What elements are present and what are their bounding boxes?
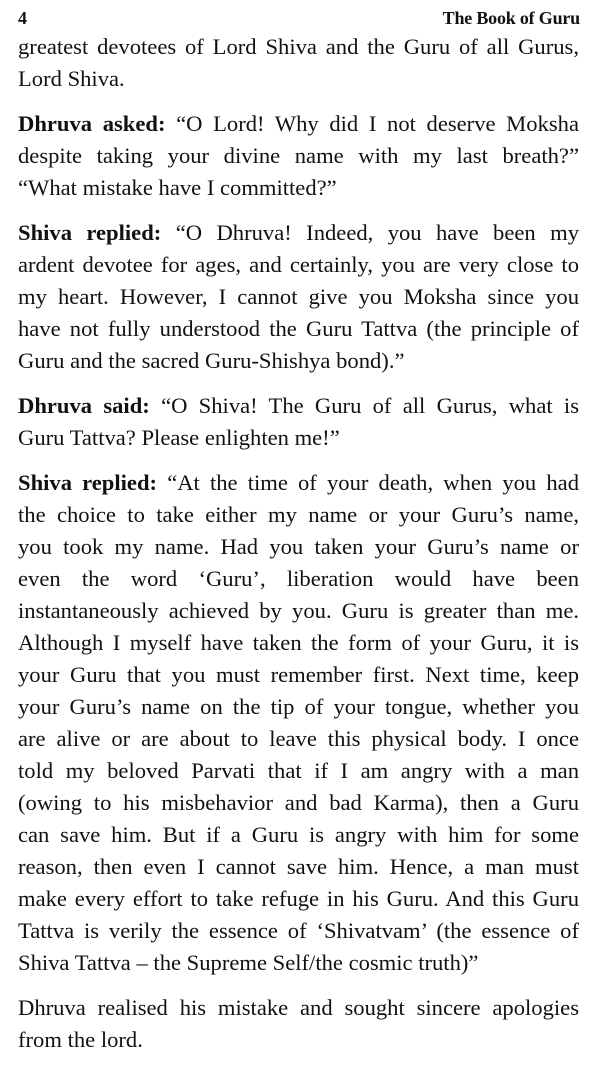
text-line [18,1024,579,1056]
text-line [18,563,579,595]
paragraph [18,31,579,95]
line-text: Shiva Tattva – the Supreme Self/the cosmic truth)” [18,950,479,975]
text-line [18,851,579,883]
line-text: instantaneously achieved by you. Guru is greater than me. [18,598,579,623]
paragraph [18,217,579,377]
text-line [18,313,579,345]
paragraph [18,467,579,979]
text-line [18,915,579,947]
line-text: Guru Tattva? Please enlighten me!” [18,425,340,450]
text-line [18,691,579,723]
line-text: Lord Shiva. [18,66,125,91]
line-text: greatest devotees of Lord Shiva and the Guru of all Gurus, [18,34,579,59]
text-line [18,172,579,204]
paragraph [18,390,579,454]
text-line [18,883,579,915]
page-body [18,31,579,1069]
text-line [18,723,579,755]
paragraph [18,992,579,1056]
text-line [18,390,579,422]
text-line [18,217,579,249]
text-line [18,281,579,313]
text-line [18,992,579,1024]
line-text: can save him. But if a Guru is angry with him for some [18,822,579,847]
text-line [18,140,579,172]
line-text: Dhruva realised his mistake and sought sincere apologies [18,995,579,1020]
text-line [18,627,579,659]
line-text: despite taking your divine name with my last breath?” [18,143,579,168]
line-text: (owing to his misbehavior and bad Karma), then a Guru [18,790,579,815]
line-text: ardent devotee for ages, and certainly, you are very close to [18,252,579,277]
line-text: “What mistake have I committed?” [18,175,337,200]
line-text: “O Shiva! The Guru of all Gurus, what is [149,393,579,418]
text-line [18,947,579,979]
line-text: the choice to take either my name or your Guru’s name, [18,502,579,527]
line-text: from the lord. [18,1027,143,1052]
text-line [18,249,579,281]
line-text: my heart. However, I cannot give you Moksha since you [18,284,579,309]
line-text: “At the time of your death, when you had [157,470,579,495]
text-line [18,63,579,95]
text-line [18,755,579,787]
line-text: make every effort to take refuge in his Guru. And this Guru [18,886,579,911]
line-text: even the word ‘Guru’, liberation would have been [18,566,579,591]
text-line [18,659,579,691]
line-text: your Guru that you must remember first. Next time, keep [18,662,579,687]
line-text: told my beloved Parvati that if I am angry with a man [18,758,579,783]
text-line [18,499,579,531]
line-text: are alive or are about to leave this physical body. I once [18,726,579,751]
page-header [18,8,580,32]
line-text: Tattva is verily the essence of ‘Shivatvam’ (the essence of [18,918,579,943]
text-line [18,787,579,819]
line-text: you took my name. Had you taken your Guru’s name or [18,534,579,559]
text-line [18,345,579,377]
text-line [18,31,579,63]
line-text: “O Lord! Why did I not deserve Moksha [165,111,579,136]
text-line [18,595,579,627]
line-text: have not fully understood the Guru Tattva (the principle of [18,316,579,341]
text-line [18,422,579,454]
line-text: “O Dhruva! Indeed, you have been my [161,220,579,245]
line-text: Guru and the sacred Guru-Shishya bond).” [18,348,405,373]
text-line [18,108,579,140]
speaker-label: Dhruva said: [18,393,150,418]
line-text: Although I myself have taken the form of your Guru, it is [18,630,579,655]
text-line [18,531,579,563]
speaker-label: Shiva replied: [18,220,162,245]
text-line [18,819,579,851]
page-number: 4 [18,8,27,28]
paragraph [18,108,579,204]
line-text: reason, then even I cannot save him. Hence, a man must [18,854,579,879]
speaker-label: Shiva replied: [18,470,158,495]
line-text: your Guru’s name on the tip of your tongue, whether you [18,694,579,719]
text-line [18,467,579,499]
speaker-label: Dhruva asked: [18,111,166,136]
running-title: The Book of Guru [442,8,580,28]
